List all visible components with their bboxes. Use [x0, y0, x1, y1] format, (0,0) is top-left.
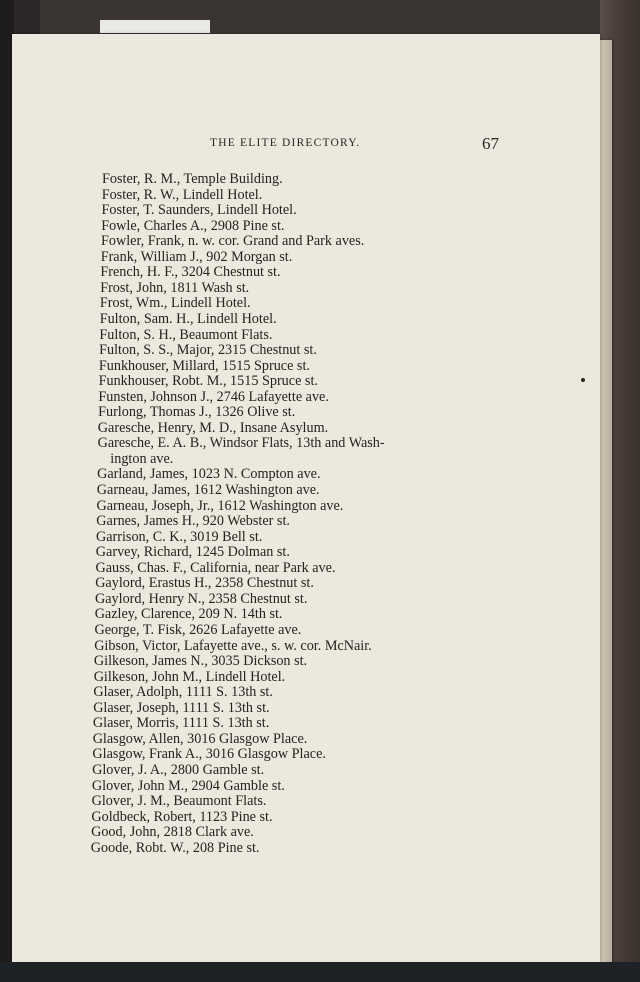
directory-entry: French, H. F., 3204 Chestnut st. [100, 264, 281, 281]
directory-entry: Glover, John M., 2904 Gamble st. [91, 777, 285, 794]
directory-page [12, 34, 600, 964]
directory-entry: Funsten, Johnson J., 2746 Lafayette ave. [98, 388, 329, 405]
ink-speck [581, 378, 585, 382]
directory-entry: Frank, William J., 902 Morgan st. [100, 248, 293, 265]
directory-entry: Gaylord, Erastus H., 2358 Chestnut st. [95, 575, 314, 592]
directory-entry: Funkhouser, Millard, 1515 Spruce st. [98, 357, 310, 374]
directory-entry: Gaylord, Henry N., 2358 Chestnut st. [95, 590, 308, 607]
page-number: 67 [482, 134, 499, 153]
directory-entry: Fulton, S. H., Beaumont Flats. [99, 326, 273, 343]
directory-entry: Glaser, Adolph, 1111 S. 13th st. [93, 684, 273, 701]
directory-entry: Garesche, Henry, M. D., Insane Asylum. [97, 419, 329, 436]
directory-entry: Furlong, Thomas J., 1326 Olive st. [98, 404, 296, 421]
directory-entry: Garrison, C. K., 3019 Bell st. [96, 528, 263, 545]
directory-entry: Good, John, 2818 Clark ave. [91, 824, 254, 841]
paper-tab [100, 20, 210, 33]
directory-entry: Frost, Wm., Lindell Hotel. [99, 295, 251, 312]
page-header [12, 134, 600, 158]
directory-entry: Goode, Robt. W., 208 Pine st. [90, 839, 260, 856]
directory-entry: Gibson, Victor, Lafayette ave., s. w. cor. McNair. [94, 637, 372, 654]
directory-entry: Foster, R. M., Temple Building. [102, 171, 283, 187]
background-bottom [0, 962, 640, 982]
directory-entry: George, T. Fisk, 2626 Lafayette ave. [94, 622, 302, 638]
directory-entry: Frost, John, 1811 Wash st. [100, 279, 250, 296]
directory-entry: Garnes, James H., 920 Webster st. [96, 513, 290, 530]
directory-entry: Fowle, Charles A., 2908 Pine st. [101, 217, 285, 234]
directory-entry: Goldbeck, Robert, 1123 Pine st. [91, 808, 273, 825]
directory-entry: Gazley, Clarence, 209 N. 14th st. [94, 606, 283, 623]
directory-entry: Garneau, James, 1612 Washington ave. [96, 482, 320, 498]
directory-entry: Fowler, Frank, n. w. cor. Grand and Park aves. [101, 233, 365, 250]
directory-entry: Glaser, Morris, 1111 S. 13th st. [92, 715, 270, 732]
directory-entry: Garvey, Richard, 1245 Dolman st. [95, 544, 290, 561]
directory-entry: Foster, R. W., Lindell Hotel. [101, 186, 263, 203]
directory-entry: Glover, J. M., Beaumont Flats. [91, 793, 267, 809]
directory-entry: ington ave. [110, 450, 174, 467]
directory-entry: Glaser, Joseph, 1111 S. 13th st. [93, 699, 270, 716]
directory-entry: Fulton, Sam. H., Lindell Hotel. [99, 311, 277, 327]
directory-entry: Garesche, E. A. B., Windsor Flats, 13th and Wash- [97, 435, 385, 452]
directory-entry: Gilkeson, John M., Lindell Hotel. [93, 668, 286, 685]
directory-entry: Garland, James, 1023 N. Compton ave. [97, 466, 321, 483]
directory-entry: Gilkeson, James N., 3035 Dickson st. [93, 653, 308, 669]
directory-entry: Fulton, S. S., Major, 2315 Chestnut st. [99, 342, 317, 359]
directory-entry: Funkhouser, Robt. M., 1515 Spruce st. [98, 373, 318, 390]
directory-entry: Garneau, Joseph, Jr., 1612 Washington ave. [96, 497, 344, 514]
directory-entry: Glasgow, Allen, 3016 Glasgow Place. [92, 730, 308, 747]
directory-entry: Foster, T. Saunders, Lindell Hotel. [101, 202, 297, 219]
directory-entry: Glasgow, Frank A., 3016 Glasgow Place. [92, 746, 326, 763]
directory-entry: Gauss, Chas. F., California, near Park ave. [95, 559, 336, 576]
running-title: THE ELITE DIRECTORY. [210, 137, 361, 149]
directory-entry: Glover, J. A., 2800 Gamble st. [92, 761, 265, 778]
